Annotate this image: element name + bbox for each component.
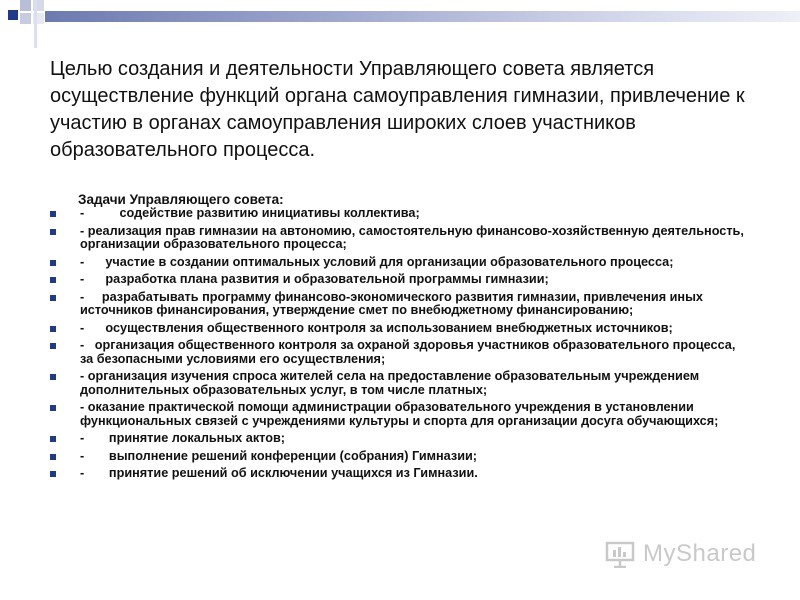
task-item (50, 273, 750, 287)
task-text: - осуществления общественного контроля за использованием внебюджетных источников; (80, 320, 673, 335)
tasks-list (50, 207, 750, 485)
header-decoration (0, 0, 800, 60)
watermark-text: MyShared (643, 540, 757, 567)
task-text: - выполнение решений конференции (собрания) Гимназии; (80, 448, 478, 463)
task-item (50, 339, 750, 366)
bullet-icon (50, 343, 56, 349)
task-text: - участие в создании оптимальных условий для организации образовательного процесса; (80, 254, 674, 269)
task-text: - принятие решений об исключении учащихся из Гимназии. (80, 466, 478, 480)
task-item (50, 450, 750, 464)
bullet-icon (50, 405, 56, 411)
tasks-heading: Задачи Управляющего совета: (78, 192, 284, 207)
bullet-icon (50, 374, 56, 380)
decor-square (20, 13, 31, 24)
bullet-icon (50, 229, 56, 235)
task-text: - содействие развитию инициативы коллектива; (80, 206, 420, 220)
task-text: - оказание практической помощи администрации образовательного учреждения в установлении функциональных связей с учреждениями культуры и спорта для организации досуга обучающихся; (80, 400, 719, 428)
task-item (50, 467, 750, 481)
decor-square (20, 0, 31, 11)
task-item (50, 322, 750, 336)
task-text: - разработка плана развития и образовательной программы гимназии; (80, 272, 549, 286)
bullet-icon (50, 295, 56, 301)
task-text: - организация изучения спроса жителей села на предоставление образовательным учреждением дополнительных образовательных услуг, в том числе платных; (80, 369, 703, 397)
presentation-board-icon (605, 540, 635, 568)
task-item (50, 256, 750, 270)
task-text: - принятие локальных актов; (80, 431, 285, 445)
task-text: - организация общественного контроля за охраной здоровья участников образовательного процесса, за безопасными условиями его осуществления; (80, 338, 739, 366)
task-item (50, 370, 750, 397)
bullet-icon (50, 454, 56, 460)
task-text: - реализация прав гимназии на автономию, самостоятельную финансово-хозяйственную деятельность, организации образовательного процесса; (80, 223, 748, 251)
bullet-icon (50, 436, 56, 442)
header-gradient-bar (45, 11, 800, 22)
watermark-logo (605, 538, 775, 572)
bullet-icon (50, 211, 56, 217)
bullet-icon (50, 471, 56, 477)
task-text: - разрабатывать программу финансово-экономического развития гимназии, привлечения иных источников финансирования, утверждение смет по внебюджетному финансированию; (80, 289, 707, 317)
task-item (50, 291, 750, 318)
task-item (50, 401, 750, 428)
task-item (50, 225, 750, 252)
task-item (50, 432, 750, 446)
header-vertical-line (34, 0, 37, 48)
intro-paragraph: Целью создания и деятельности Управляющего совета является осуществление функций органа самоуправления гимназии, привлечение к участию в органах самоуправления широких слоев участников образовательного процесса. (50, 58, 745, 161)
bullet-icon (50, 326, 56, 332)
task-item (50, 207, 750, 221)
bullet-icon (50, 260, 56, 266)
decor-square (8, 10, 18, 20)
bullet-icon (50, 277, 56, 283)
